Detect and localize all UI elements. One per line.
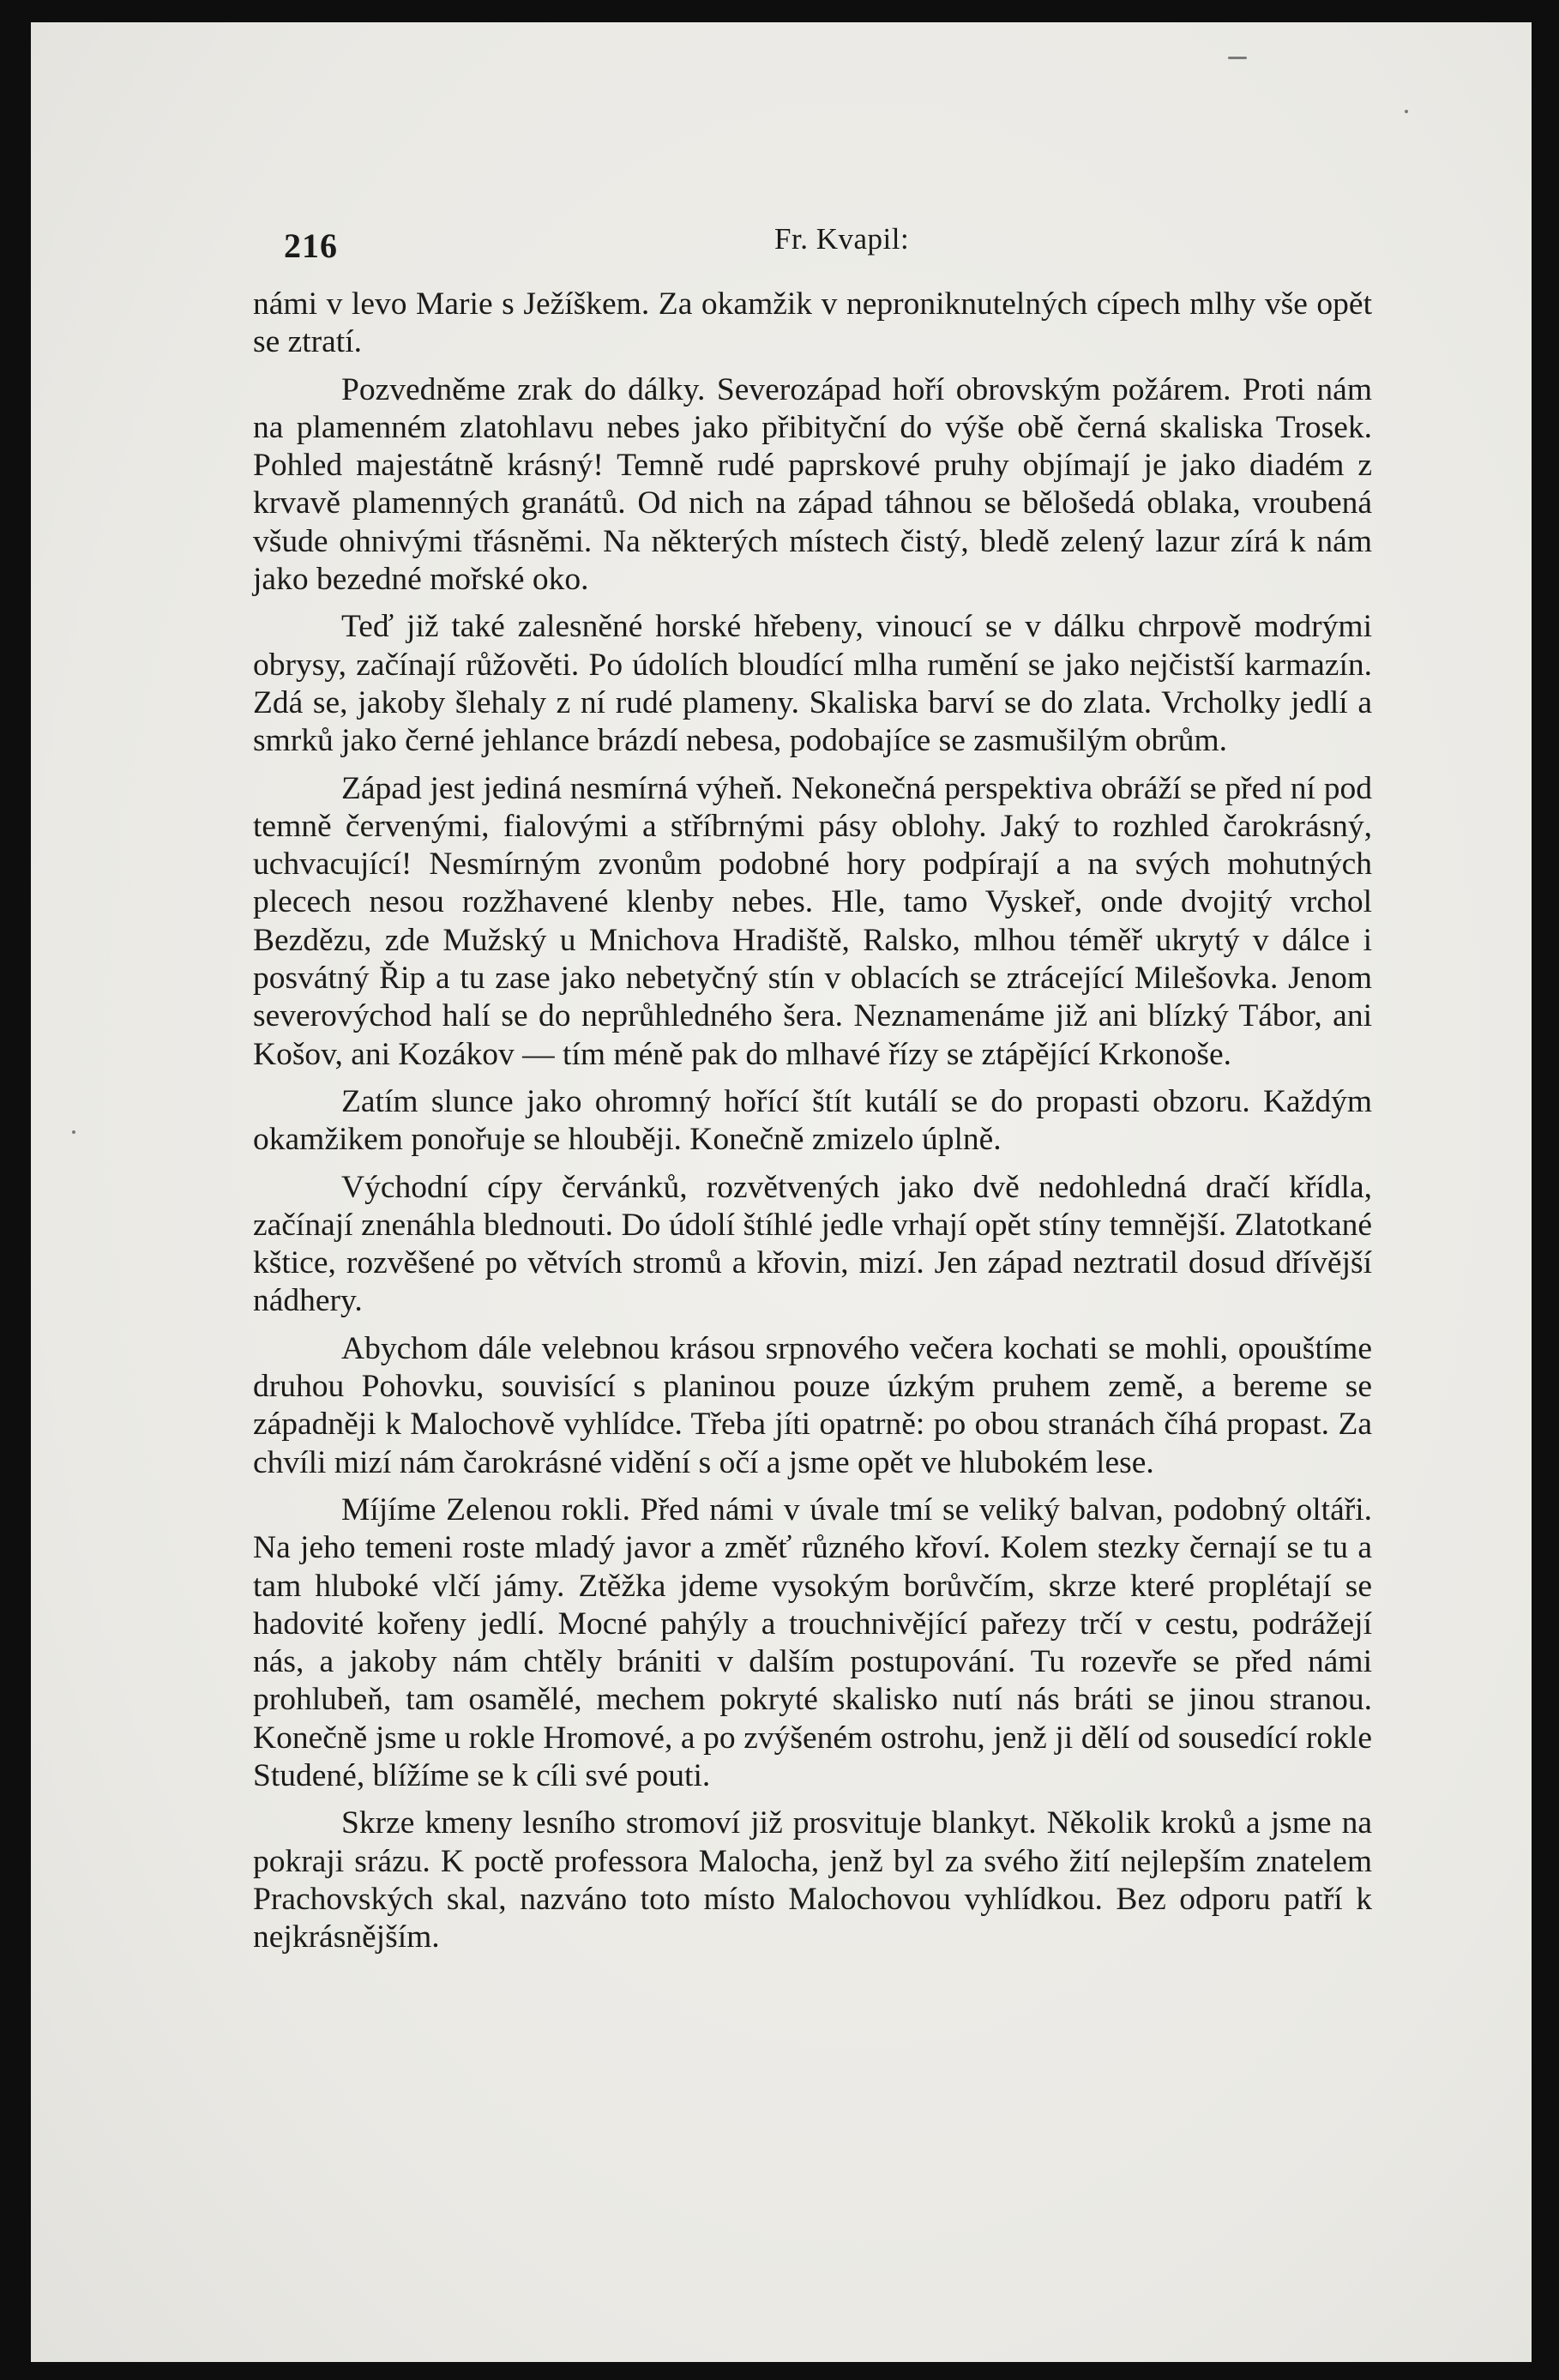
paragraph: Teď již také zalesněné horské hřebeny, vinoucí se v dálku chrpově modrými obrysy, začínají růžověti. Po údolích bloudící mlha rumění se jako nejčistší karmazín. Zdá se, jakoby šlehaly z ní rudé plameny. Skaliska barví se do zlata. Vrcholky jedlí a smrků jako černé jehlance brázdí nebesa, podobajíce se zasmušilým obrům. bbox=[253, 609, 1372, 759]
paragraph: Míjíme Zelenou rokli. Před námi v úvale tmí se veliký balvan, podobný oltáři. Na jeho temeni roste mladý javor a změť různého křoví. Kolem stezky černají se tu a tam hluboké vlčí jámy. Ztěžka jdeme vysokým borůvčím, skrze které proplétají se hadovité kořeny jedlí. Mocné pahýly a trouchnivějící pařezy trčí v cestu, podrážejí nás, a jakoby nám chtěly brániti v dalším postupování. Tu rozevře se před námi prohlubeň, tam osamělé, mechem pokryté skalisko nutí nás bráti se jinou stranou. Konečně jsme u rokle Hromové, a po zvýšeném ostrohu, jenž ji dělí od sousedící rokle Studené, blížíme se k cíli své pouti. bbox=[253, 1491, 1372, 1793]
paragraph: námi v levo Marie s Ježíškem. Za okamžik v neproniknutelných cípech mlhy vše opět se ztratí. bbox=[253, 286, 1372, 360]
body-text bbox=[253, 286, 1372, 1966]
paragraph: Skrze kmeny lesního stromoví již prosvituje blankyt. Několik kroků a jsme na pokraji srázu. K poctě professora Malocha, jenž byl za svého žití nejlepším znatelem Prachovských skal, nazváno toto místo Malochovou vyhlídkou. Bez odporu patří k nejkrásnějším. bbox=[253, 1805, 1372, 1955]
running-head: Fr. Kvapil: bbox=[774, 222, 910, 256]
paper-speck bbox=[72, 1130, 75, 1134]
paper-speck bbox=[1228, 57, 1247, 59]
paragraph: Zatím slunce jako ohromný hořící štít kutálí se do propasti obzoru. Každým okamžikem ponořuje se hlouběji. Konečně zmizelo úplně. bbox=[253, 1083, 1372, 1158]
paragraph: Východní cípy červánků, rozvětvených jako dvě nedohledná dračí křídla, začínají znenáhla blednouti. Do údolí štíhlé jedle vrhají opět stíny temnější. Zlatotkané kštice, rozvěšené po větvích stromů a křovin, mizí. Jen západ neztratil dosud dřívější nádhery. bbox=[253, 1169, 1372, 1319]
paragraph: Západ jest jediná nesmírná výheň. Nekonečná perspektiva obráží se před ní pod temně červenými, fialovými a stříbrnými pásy oblohy. Jaký to rozhled čarokrásný, uchvacující! Nesmírným zvonům podobné hory podpírají a na svých mohutných plecech nesou rozžhavené klenby nebes. Hle, tamo Vyskeř, onde dvojitý vrchol Bezdězu, zde Mužský u Mnichova Hradiště, Ralsko, mlhou téměř ukrytý v dálce i posvátný Řip a tu zase jako nebetyčný stín v oblacích se ztrácející Milešovka. Jenom severovýchod halí se do neprůhledného šera. Neznamenáme již ani blízký Tábor, ani Košov, ani Kozákov — tím méně pak do mlhavé řízy se ztápějící Krkonoše. bbox=[253, 770, 1372, 1072]
paper-speck bbox=[1405, 110, 1408, 113]
paragraph: Pozvedněme zrak do dálky. Severozápad hoří obrovským požárem. Proti nám na plamenném zlatohlavu nebes jako přibityční do výše obě černá skaliska Trosek. Pohled majestátně krásný! Temně rudé paprskové pruhy objímají je jako diadém z krvavě plamenných granátů. Od nich na západ táhnou se bělošedá oblaka, vroubená všude ohnivými třásněmi. Na některých místech čistý, bledě zelený lazur zírá k nám jako bezedné mořské oko. bbox=[253, 371, 1372, 598]
paragraph: Abychom dále velebnou krásou srpnového večera kochati se mohli, opouštíme druhou Pohovku, souvisící s planinou pouze úzkým pruhem země, a bereme se západněji k Malochově vyhlídce. Třeba jíti opatrně: po obou stranách číhá propast. Za chvíli mizí nám čarokrásné vidění s očí a jsme opět ve hlubokém lese. bbox=[253, 1330, 1372, 1480]
page-number: 216 bbox=[284, 226, 338, 265]
page-header bbox=[284, 208, 1399, 268]
